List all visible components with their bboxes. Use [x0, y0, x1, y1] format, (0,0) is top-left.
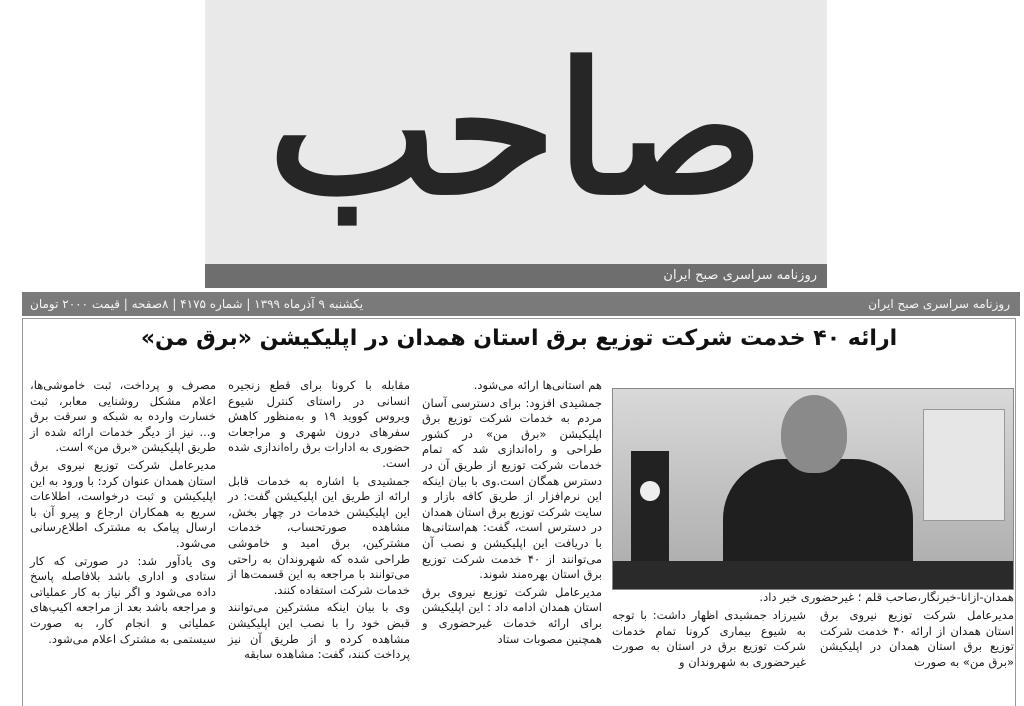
newspaper-logo: صاحب [268, 24, 764, 235]
column-paragraph: مقابله با کرونا برای قطع زنجیره انسانی در راستای کنترل شیوع ویروس کووید ۱۹ و به‌منظور کاهش سفرهای درون شهری و مراجعات حضوری به ادارات برق راه‌اندازی شده است. [228, 378, 410, 470]
photo-person-head [781, 395, 847, 473]
photo-window [923, 409, 1005, 521]
masthead [205, 0, 827, 288]
photo-desk [613, 561, 1013, 589]
article-column-3 [422, 378, 602, 698]
lead-paragraph-right: مدیرعامل شرکت توزیع نیروی برق استان همدان از ارائه ۴۰ خدمت شرکت توزیع برق استان همدان در اپلیکیشن «برق من» به صورت [820, 608, 1014, 669]
issue-info-bar [22, 292, 1020, 316]
column-paragraph: جمشیدی با اشاره به خدمات قابل ارائه از طریق این اپلیکیشن گفت: در این اپلیکیشن خدمات در چهار بخش، مشاهده صورتحساب، خدمات مشترکین، برق امید و خاموشی طراحی شده که شهروندان به راحتی می‌توانند با مراجعه به این قسمت‌ها از خدمات شرکت استفاده کنند. [228, 473, 410, 597]
issue-details: یکشنبه ۹ آذرماه ۱۳۹۹ | شماره ۴۱۷۵ | ۸صفحه | قیمت ۲۰۰۰ تومان [30, 297, 364, 311]
issue-paper-name: روزنامه سراسری صبح ایران [868, 297, 1010, 311]
column-paragraph: وی با بیان اینکه مشترکین می‌توانند قبض خود را با نصب این اپلیکیشن مشاهده کرده و از طریق آن نیز پرداخت کنند، گفت: مشاهده سابقه [228, 600, 410, 662]
article-column-1 [30, 378, 216, 698]
column-paragraph: وی یادآور شد: در صورتی که کار ستادی و اداری باشد بلافاصله پاسخ داده می‌شود و اگر نیاز به کار عملیاتی و مراجعه باشد بعد از مراجعه اکیپ‌های عملیاتی و انجام کار، به صورت سیستمی به مشترک اعلام می‌شود. [30, 553, 216, 646]
masthead-subtitle: روزنامه سراسری صبح ایران [205, 264, 827, 288]
photo-caption: همدان-ازانا-خبرنگار،صاحب قلم ؛ غیرحضوری خبر داد. [759, 590, 1014, 604]
column-paragraph: مدیرعامل شرکت توزیع نیروی برق استان همدان ادامه داد : این اپلیکیشن برای ارائه خدمات غیرحضوری و همچنین مصوبات ستاد [422, 584, 602, 646]
column-paragraph: مدیرعامل شرکت توزیع نیروی برق استان همدان عنوان کرد: با ورود به این اپلیکیشن و ثبت درخواست، اطلاعات سریع به همکاران ارجاع و پیرو آن با ارسال پیامک به مشترک اطلاع‌رسانی می‌شود. [30, 457, 216, 550]
column-paragraph: هم استانی‌ها ارائه می‌شود. [473, 378, 602, 392]
article-headline: ارائه ۴۰ خدمت شرکت توزیع برق استان همدان در اپلیکیشن «برق من» [140, 326, 898, 351]
column-paragraph: جمشیدی افزود: برای دسترسی آسان مردم به خدمات شرکت توزیع برق اپلیکیشن «برق من» در کشور طراحی و راه‌اندازی شد که تمام خدمات شرکت توزیع از طریق آن در دسترس همگان است.وی با بیان اینکه این نرم‌افزار از طریق کافه بازار و سایت شرکت توزیع برق استان همدان در دسترس است، گفت: هم‌استانی‌ها با دریافت این اپلیکیشن و نصب آن می‌توانند از ۴۰ خدمت شرکت توزیع برق استان بهره‌مند شوند. [422, 395, 602, 582]
article-photo [612, 388, 1014, 590]
article-column-2 [228, 378, 410, 698]
flag-emblem-icon [640, 481, 660, 501]
lead-paragraph-left: شیرزاد جمشیدی اظهار داشت: با توجه به شیوع بیماری کرونا تمام خدمات شرکت توزیع برق در استان به صورت غیرحضوری به شهروندان و [612, 608, 806, 669]
column-paragraph: مصرف و پرداخت، ثبت خاموشی‌ها، اعلام مشکل روشنایی معابر، ثبت خسارت وارده به شبکه و سرقت برق و... نیز از دیگر خدمات ارائه شده از طریق اپلیکیشن «برق من» است. [30, 378, 216, 455]
flag-icon [631, 451, 669, 571]
article-lead-block [612, 590, 1014, 700]
